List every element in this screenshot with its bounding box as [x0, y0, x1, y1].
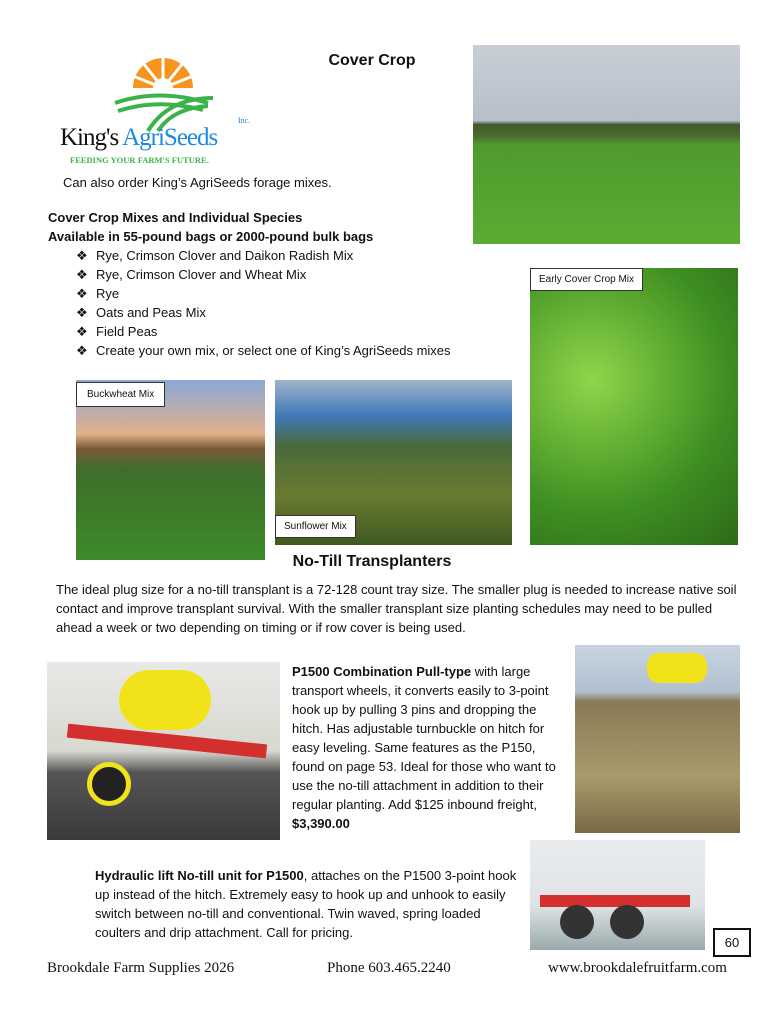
notill-paragraph: The ideal plug size for a no-till transplant is a 72-128 count tray size. The smaller plug is needed to increase native soil contact and improve transplant survival. With the smaller transplant size planting schedules may need to be pulled ahead a week or two depending on timing or if row cover is being used. — [56, 582, 737, 635]
photo-label-sunflower: Sunflower Mix — [275, 515, 356, 538]
footer-phone: Phone 603.465.2240 — [327, 960, 451, 976]
list-item: ❖ Field Peas — [76, 324, 158, 339]
list-item: ❖ Rye, Crimson Clover and Wheat Mix — [76, 267, 307, 282]
mixes-list — [76, 246, 451, 360]
page-title: Cover Crop — [328, 52, 416, 69]
p1500-description: P1500 Combination Pull-type with large transport wheels, it converts easily to 3-point hook up by pulling 3 pins and dropping the hitch. Has adjustable turnbuckle on hitch for easy leveling. Same features as the P150, found on page 53. Ideal for those who want to use the no-till attachment in addition to their regular planting. Add $125 inbound freight, $3,390.00 — [292, 664, 556, 831]
field-transplanting-photo — [575, 645, 740, 833]
early-cover-crop-photo — [530, 268, 738, 545]
logo-tagline: FEEDING YOUR FARM'S FUTURE. — [70, 155, 209, 165]
buckwheat-mix-photo — [76, 380, 265, 560]
forage-note: Can also order King’s AgriSeeds forage mixes. — [63, 175, 332, 190]
footer-website[interactable]: www.brookdalefruitfarm.com — [548, 960, 727, 976]
photo-label-early: Early Cover Crop Mix — [530, 268, 643, 291]
mixes-heading: Cover Crop Mixes and Individual Species — [48, 210, 303, 225]
list-item: ❖ Create your own mix, or select one of King’s AgriSeeds mixes — [76, 343, 451, 358]
logo-wordmark: King's AgriSeeds — [60, 124, 218, 151]
footer-company: Brookdale Farm Supplies 2026 — [47, 960, 235, 976]
hydraulic-description: Hydraulic lift No-till unit for P1500, attaches on the P1500 3-point hook up instead of the hitch. Extremely easy to hook up and unhook to easily switch between no-till and conventional. Twin waved, spring loaded coulters and drip attachment. Call for pricing. — [95, 868, 517, 940]
logo-inc: Inc. — [238, 116, 251, 125]
p1500-transplanter-photo — [47, 662, 280, 840]
kings-agriseeds-logo — [58, 58, 273, 168]
section-title-notill: No-Till Transplanters — [292, 553, 452, 570]
mixes-availability: Available in 55-pound bags or 2000-pound bulk bags — [48, 229, 374, 244]
p1500-price: $3,390.00 — [292, 816, 350, 831]
hydraulic-unit-photo — [530, 840, 705, 950]
photo-label-buckwheat: Buckwheat Mix — [76, 382, 165, 407]
page-number: 60 — [713, 928, 751, 957]
list-item: ❖ Rye — [76, 286, 120, 301]
list-item: ❖ Oats and Peas Mix — [76, 305, 206, 320]
cover-crop-field-photo — [473, 45, 740, 244]
list-item: ❖ Rye, Crimson Clover and Daikon Radish Mix — [76, 248, 354, 263]
